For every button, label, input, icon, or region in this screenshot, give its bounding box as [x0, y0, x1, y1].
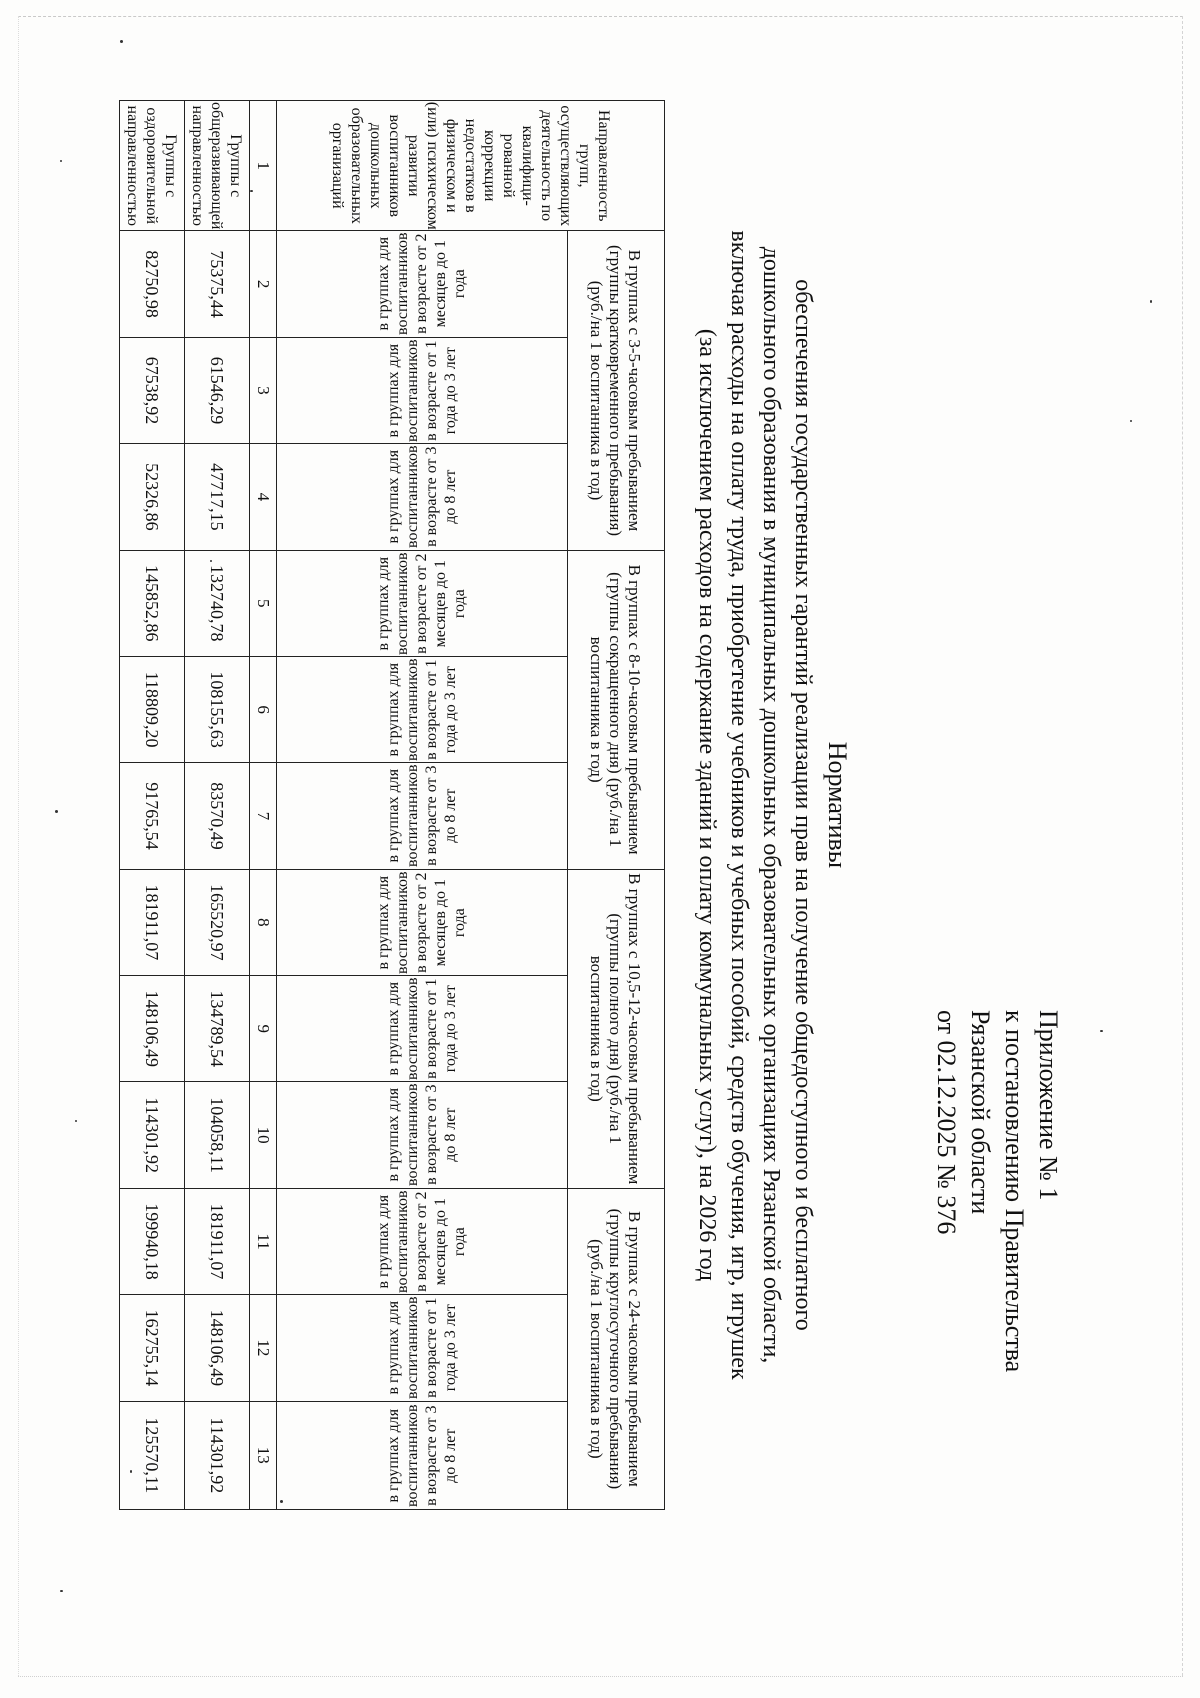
table-cell: 108155,63: [185, 656, 250, 762]
annex-reference: к постановлению Правительства: [1000, 1010, 1029, 1373]
age-header: [277, 976, 568, 1082]
column-number: 10: [250, 1082, 277, 1188]
table-cell: 181911,07: [120, 869, 185, 975]
age-header: [277, 231, 568, 337]
table-cell: 75375,44: [185, 231, 250, 337]
column-number: 1: [250, 101, 277, 231]
table-cell: 83570,49: [185, 763, 250, 869]
table-row: [185, 101, 250, 1510]
age-header-text: в группах для воспитанников в возрасте от 3 до 8 лет: [385, 1083, 459, 1187]
age-header: [277, 1295, 568, 1401]
scan-speck: [1130, 420, 1132, 422]
table-cell: 91765,54: [120, 763, 185, 869]
subtitle-line: дошкольного образования в муниципальных дошкольных образовательных организациях Рязанской области,: [758, 246, 784, 1364]
table-cell: 114301,92: [120, 1082, 185, 1188]
group-header: В группах с 8-10-часовым пребыванием (группы сокращенного дня) (руб./на 1 воспитанника в год): [568, 550, 665, 869]
column-number: 7: [250, 763, 277, 869]
table-row: [120, 101, 185, 1510]
age-header-text: в группах для воспитанников в возрасте от 2 месяцев до 1 года: [375, 551, 469, 655]
norms-table: [119, 100, 665, 1510]
scan-edge-bottom: [18, 1676, 1183, 1677]
annex-number: Приложение № 1: [1034, 1010, 1063, 1201]
table-cell: 162755,14: [120, 1295, 185, 1401]
age-header: [277, 337, 568, 443]
scan-edge-left: [18, 16, 19, 1676]
age-header: [277, 656, 568, 762]
age-header-text: в группах для воспитанников в возрасте от 1 года до 3 лет: [385, 658, 459, 761]
age-header: [277, 763, 568, 869]
annex-region: Рязанской области: [966, 1010, 995, 1215]
column-number: 3: [250, 337, 277, 443]
age-header-text: в группах для воспитанников в возрасте от 2 месяцев до 1 года: [375, 1190, 469, 1293]
column-number: 11: [250, 1188, 277, 1294]
scan-speck: [60, 160, 62, 162]
column-number: 13: [250, 1401, 277, 1509]
age-header: [277, 869, 568, 975]
scan-edge-right: [1182, 16, 1183, 1676]
subtitle-line: обеспечения государственных гарантий реализации прав на получение общедоступного и бесплатного: [790, 279, 816, 1331]
table-cell: 47717,15: [185, 444, 250, 550]
table-cell: 145852,86: [120, 550, 185, 656]
scan-speck: [120, 40, 123, 43]
age-header: [277, 1082, 568, 1188]
table-cell: 199940,18: [120, 1188, 185, 1294]
table-cell: 82750,98: [120, 231, 185, 337]
age-header: [277, 550, 568, 656]
annex-block: [929, 1010, 1065, 1530]
row-label: Группы с оздоровительной направленностью: [120, 101, 185, 231]
column-number: 8: [250, 869, 277, 975]
group-header: В группах с 10,5-12-часовым пребыванием (группы полного дня) (руб./на 1 воспитанника в год): [568, 869, 665, 1188]
age-header-row: [277, 101, 568, 1510]
table-cell: 148106,49: [120, 976, 185, 1082]
table-cell: 148106,49: [185, 1295, 250, 1401]
age-header-text: в группах для воспитанников в возрасте от 3 до 8 лет: [385, 445, 459, 549]
subtitle-line: включая расходы на оплату труда, приобретение учебников и учебных пособий, средств обучения, игр, игрушек: [726, 230, 752, 1380]
age-header-text: в группах для воспитанников в возрасте от 1 года до 3 лет: [385, 339, 459, 442]
age-header-text: в группах для воспитанников в возрасте от 3 до 8 лет: [385, 764, 459, 868]
table-cell: 61546,29: [185, 337, 250, 443]
table-cell: 132740,78: [185, 550, 250, 656]
age-header-text: в группах для воспитанников в возрасте от 2 месяцев до 1 года: [375, 871, 469, 974]
direction-header: Направленность групп, осуществляющих деятельность по квалифици-рованной коррекции недостатков в физическом и (или) психическом развитии воспитанников дошкольных образовательных организаций: [277, 101, 665, 231]
age-header-text: в группах для воспитанников в возрасте от 1 года до 3 лет: [385, 977, 459, 1081]
column-number: 12: [250, 1295, 277, 1401]
row-label: Группы с общеразвивающей направленностью: [185, 101, 250, 231]
age-header: [277, 1401, 568, 1509]
rotated-landscape-content: [75, 75, 1125, 1535]
column-number: 2: [250, 231, 277, 337]
document-title: Нормативы: [823, 741, 852, 869]
scan-edge-top: [18, 16, 1183, 17]
table-cell: 165520,97: [185, 869, 250, 975]
table-cell: 134789,54: [185, 976, 250, 1082]
table-cell: 125570,11: [120, 1401, 185, 1509]
age-header-text: в группах для воспитанников в возрасте от 2 месяцев до 1 года: [375, 232, 469, 336]
group-header: В группах с 24-часовым пребыванием (группы круглосуточного пребывания) (руб./на 1 воспитанника в год): [568, 1188, 665, 1509]
column-number: 5: [250, 550, 277, 656]
column-number: 6: [250, 656, 277, 762]
document-subtitle: [691, 115, 819, 1495]
age-header: [277, 444, 568, 550]
scan-speck: [60, 1590, 63, 1592]
subtitle-line: (за исключением расходов на содержание зданий и оплату коммунальных услуг), на 2026 год: [694, 328, 720, 1282]
group-header: В группах с 3-5-часовым пребыванием (группы кратковременного пребывания) (руб./на 1 воспитанника в год): [568, 231, 665, 550]
age-header-text: в группах для воспитанников в возрасте от 1 года до 3 лет: [385, 1296, 459, 1400]
scan-speck: [55, 810, 58, 813]
age-header: [277, 1188, 568, 1294]
table-cell: 181911,07: [185, 1188, 250, 1294]
table-cell: 118809,20: [120, 656, 185, 762]
scan-speck: [1150, 300, 1152, 303]
age-header-text: в группах для воспитанников в возрасте от 3 до 8 лет: [385, 1404, 459, 1507]
table-cell: 114301,92: [185, 1401, 250, 1509]
table-header-row: [568, 101, 665, 1510]
column-number: 4: [250, 444, 277, 550]
table-cell: 52326,86: [120, 444, 185, 550]
column-number: 9: [250, 976, 277, 1082]
annex-date: от 02.12.2025 № 376: [932, 1010, 961, 1235]
table-cell: 104058,11: [185, 1082, 250, 1188]
table-cell: 67538,92: [120, 337, 185, 443]
column-number-row: [250, 101, 277, 1510]
